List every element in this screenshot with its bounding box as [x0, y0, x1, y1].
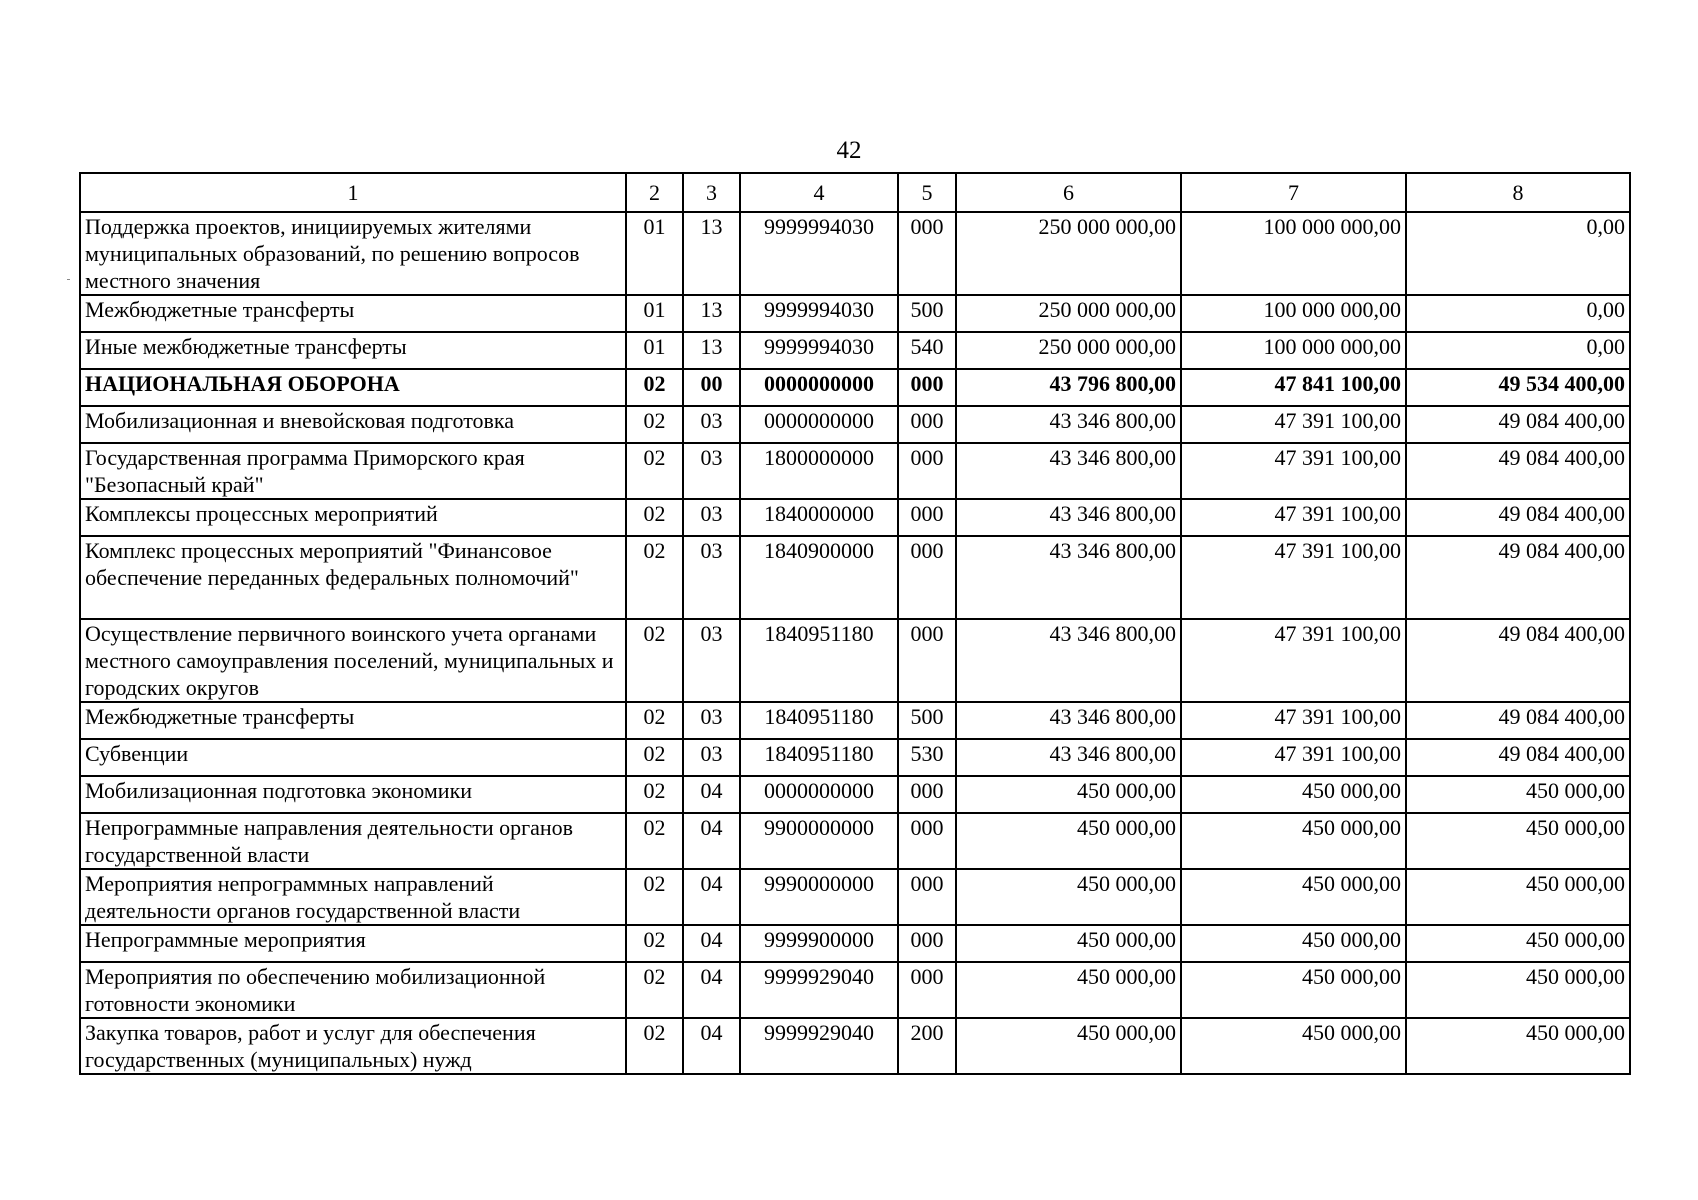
expense-type-cell: 000 [898, 776, 956, 813]
column-header: 1 [80, 173, 626, 212]
header-row [80, 173, 1630, 212]
table-row [80, 212, 1630, 295]
amount-cell-8: 0,00 [1406, 332, 1630, 369]
table-row [80, 925, 1630, 962]
expense-type-cell: 000 [898, 499, 956, 536]
expense-type-cell: 000 [898, 925, 956, 962]
amount-cell-7: 47 391 100,00 [1181, 499, 1406, 536]
subsection-code-cell: 13 [683, 212, 740, 295]
expense-type-cell: 500 [898, 702, 956, 739]
section-code-cell: 02 [626, 406, 683, 443]
subsection-code-cell: 04 [683, 813, 740, 869]
amount-cell-8: 49 084 400,00 [1406, 739, 1630, 776]
target-article-cell: 0000000000 [740, 369, 898, 406]
row-name-cell: Иные межбюджетные трансферты [80, 332, 626, 369]
subsection-code-cell: 04 [683, 925, 740, 962]
section-code-cell: 02 [626, 869, 683, 925]
target-article-cell: 9999900000 [740, 925, 898, 962]
amount-cell-6: 43 346 800,00 [956, 406, 1181, 443]
column-header: 6 [956, 173, 1181, 212]
row-name-cell: Мероприятия по обеспечению мобилизационной готовности экономики [80, 962, 626, 1018]
target-article-cell: 9999994030 [740, 212, 898, 295]
row-name-cell: Субвенции [80, 739, 626, 776]
expense-type-cell: 000 [898, 212, 956, 295]
amount-cell-6: 250 000 000,00 [956, 332, 1181, 369]
row-name-cell: Мобилизационная и вневойсковая подготовка [80, 406, 626, 443]
section-code-cell: 02 [626, 739, 683, 776]
section-code-cell: 01 [626, 332, 683, 369]
target-article-cell: 1840951180 [740, 739, 898, 776]
subsection-code-cell: 03 [683, 619, 740, 702]
amount-cell-8: 450 000,00 [1406, 962, 1630, 1018]
amount-cell-7: 450 000,00 [1181, 813, 1406, 869]
amount-cell-7: 100 000 000,00 [1181, 295, 1406, 332]
target-article-cell: 1800000000 [740, 443, 898, 499]
row-name-cell: Межбюджетные трансферты [80, 295, 626, 332]
amount-cell-7: 47 391 100,00 [1181, 443, 1406, 499]
target-article-cell: 9900000000 [740, 813, 898, 869]
row-name-cell: Государственная программа Приморского края "Безопасный край" [80, 443, 626, 499]
amount-cell-8: 49 084 400,00 [1406, 406, 1630, 443]
row-name-cell: Межбюджетные трансферты [80, 702, 626, 739]
target-article-cell: 1840951180 [740, 619, 898, 702]
row-name-cell: Мероприятия непрограммных направлений деятельности органов государственной власти [80, 869, 626, 925]
amount-cell-6: 43 346 800,00 [956, 619, 1181, 702]
section-code-cell: 02 [626, 443, 683, 499]
table-row [80, 813, 1630, 869]
subsection-code-cell: 03 [683, 499, 740, 536]
section-code-cell: 02 [626, 776, 683, 813]
section-code-cell: 02 [626, 369, 683, 406]
row-name-cell: Комплексы процессных мероприятий [80, 499, 626, 536]
expense-type-cell: 000 [898, 536, 956, 619]
subsection-code-cell: 00 [683, 369, 740, 406]
section-code-cell: 02 [626, 925, 683, 962]
row-name-cell: Мобилизационная подготовка экономики [80, 776, 626, 813]
expense-type-cell: 540 [898, 332, 956, 369]
amount-cell-7: 47 391 100,00 [1181, 536, 1406, 619]
section-code-cell: 02 [626, 962, 683, 1018]
budget-table [79, 172, 1631, 1075]
table-row [80, 962, 1630, 1018]
column-header: 8 [1406, 173, 1630, 212]
section-code-cell: 02 [626, 702, 683, 739]
amount-cell-7: 47 391 100,00 [1181, 619, 1406, 702]
subsection-code-cell: 13 [683, 332, 740, 369]
amount-cell-7: 100 000 000,00 [1181, 332, 1406, 369]
amount-cell-8: 450 000,00 [1406, 1018, 1630, 1074]
amount-cell-6: 43 346 800,00 [956, 499, 1181, 536]
amount-cell-6: 450 000,00 [956, 813, 1181, 869]
amount-cell-7: 450 000,00 [1181, 776, 1406, 813]
section-code-cell: 02 [626, 536, 683, 619]
table-row [80, 776, 1630, 813]
subsection-code-cell: 03 [683, 536, 740, 619]
section-code-cell: 02 [626, 1018, 683, 1074]
amount-cell-8: 49 084 400,00 [1406, 619, 1630, 702]
table-row [80, 443, 1630, 499]
subsection-code-cell: 04 [683, 962, 740, 1018]
column-header: 4 [740, 173, 898, 212]
subsection-code-cell: 03 [683, 406, 740, 443]
amount-cell-7: 47 841 100,00 [1181, 369, 1406, 406]
table-row [80, 536, 1630, 619]
target-article-cell: 0000000000 [740, 776, 898, 813]
subsection-code-cell: 03 [683, 739, 740, 776]
table-row [80, 739, 1630, 776]
table-row [80, 869, 1630, 925]
amount-cell-6: 450 000,00 [956, 1018, 1181, 1074]
table-row [80, 295, 1630, 332]
row-name-cell: Закупка товаров, работ и услуг для обеспечения государственных (муниципальных) нужд [80, 1018, 626, 1074]
target-article-cell: 9999929040 [740, 962, 898, 1018]
target-article-cell: 1840900000 [740, 536, 898, 619]
table-body [80, 212, 1630, 1074]
amount-cell-7: 47 391 100,00 [1181, 739, 1406, 776]
amount-cell-6: 450 000,00 [956, 776, 1181, 813]
amount-cell-6: 43 346 800,00 [956, 739, 1181, 776]
row-name-cell: НАЦИОНАЛЬНАЯ ОБОРОНА [80, 369, 626, 406]
amount-cell-8: 49 084 400,00 [1406, 443, 1630, 499]
amount-cell-6: 250 000 000,00 [956, 212, 1181, 295]
table-row [80, 369, 1630, 406]
row-name-cell: Непрограммные мероприятия [80, 925, 626, 962]
amount-cell-8: 49 534 400,00 [1406, 369, 1630, 406]
amount-cell-6: 43 346 800,00 [956, 443, 1181, 499]
amount-cell-8: 450 000,00 [1406, 925, 1630, 962]
amount-cell-8: 0,00 [1406, 212, 1630, 295]
amount-cell-7: 450 000,00 [1181, 925, 1406, 962]
expense-type-cell: 000 [898, 962, 956, 1018]
amount-cell-8: 49 084 400,00 [1406, 702, 1630, 739]
amount-cell-6: 43 346 800,00 [956, 536, 1181, 619]
subsection-code-cell: 13 [683, 295, 740, 332]
expense-type-cell: 000 [898, 869, 956, 925]
target-article-cell: 1840000000 [740, 499, 898, 536]
section-code-cell: 02 [626, 813, 683, 869]
section-code-cell: 02 [626, 619, 683, 702]
row-name-cell: Осуществление первичного воинского учета органами местного самоуправления поселений, муниципальных и городских округов [80, 619, 626, 702]
target-article-cell: 9999994030 [740, 295, 898, 332]
amount-cell-7: 47 391 100,00 [1181, 406, 1406, 443]
table-row [80, 406, 1630, 443]
amount-cell-6: 450 000,00 [956, 962, 1181, 1018]
amount-cell-7: 100 000 000,00 [1181, 212, 1406, 295]
row-name-cell: Комплекс процессных мероприятий "Финансовое обеспечение переданных федеральных полномочий" [80, 536, 626, 619]
amount-cell-8: 450 000,00 [1406, 869, 1630, 925]
amount-cell-6: 250 000 000,00 [956, 295, 1181, 332]
target-article-cell: 0000000000 [740, 406, 898, 443]
table-row [80, 332, 1630, 369]
subsection-code-cell: 03 [683, 443, 740, 499]
amount-cell-7: 47 391 100,00 [1181, 702, 1406, 739]
amount-cell-8: 49 084 400,00 [1406, 536, 1630, 619]
amount-cell-6: 450 000,00 [956, 869, 1181, 925]
target-article-cell: 9999929040 [740, 1018, 898, 1074]
expense-type-cell: 500 [898, 295, 956, 332]
target-article-cell: 9990000000 [740, 869, 898, 925]
amount-cell-6: 450 000,00 [956, 925, 1181, 962]
amount-cell-7: 450 000,00 [1181, 869, 1406, 925]
amount-cell-7: 450 000,00 [1181, 962, 1406, 1018]
expense-type-cell: 000 [898, 406, 956, 443]
target-article-cell: 1840951180 [740, 702, 898, 739]
column-header: 5 [898, 173, 956, 212]
expense-type-cell: 530 [898, 739, 956, 776]
expense-type-cell: 000 [898, 369, 956, 406]
section-code-cell: 01 [626, 295, 683, 332]
expense-type-cell: 000 [898, 619, 956, 702]
amount-cell-8: 450 000,00 [1406, 813, 1630, 869]
subsection-code-cell: 04 [683, 869, 740, 925]
table-row [80, 1018, 1630, 1074]
table-row [80, 702, 1630, 739]
subsection-code-cell: 03 [683, 702, 740, 739]
row-name-cell: Непрограммные направления деятельности органов государственной власти [80, 813, 626, 869]
table-row [80, 499, 1630, 536]
expense-type-cell: 000 [898, 813, 956, 869]
subsection-code-cell: 04 [683, 776, 740, 813]
table-row [80, 619, 1630, 702]
column-header: 2 [626, 173, 683, 212]
amount-cell-6: 43 346 800,00 [956, 702, 1181, 739]
amount-cell-8: 450 000,00 [1406, 776, 1630, 813]
column-header: 3 [683, 173, 740, 212]
scan-speck [67, 279, 70, 280]
column-header: 7 [1181, 173, 1406, 212]
row-name-cell: Поддержка проектов, инициируемых жителями муниципальных образований, по решению вопросов местного значения [80, 212, 626, 295]
section-code-cell: 02 [626, 499, 683, 536]
expense-type-cell: 000 [898, 443, 956, 499]
section-code-cell: 01 [626, 212, 683, 295]
amount-cell-6: 43 796 800,00 [956, 369, 1181, 406]
subsection-code-cell: 04 [683, 1018, 740, 1074]
amount-cell-8: 49 084 400,00 [1406, 499, 1630, 536]
expense-type-cell: 200 [898, 1018, 956, 1074]
page-number: 42 [836, 137, 862, 164]
amount-cell-7: 450 000,00 [1181, 1018, 1406, 1074]
target-article-cell: 9999994030 [740, 332, 898, 369]
amount-cell-8: 0,00 [1406, 295, 1630, 332]
